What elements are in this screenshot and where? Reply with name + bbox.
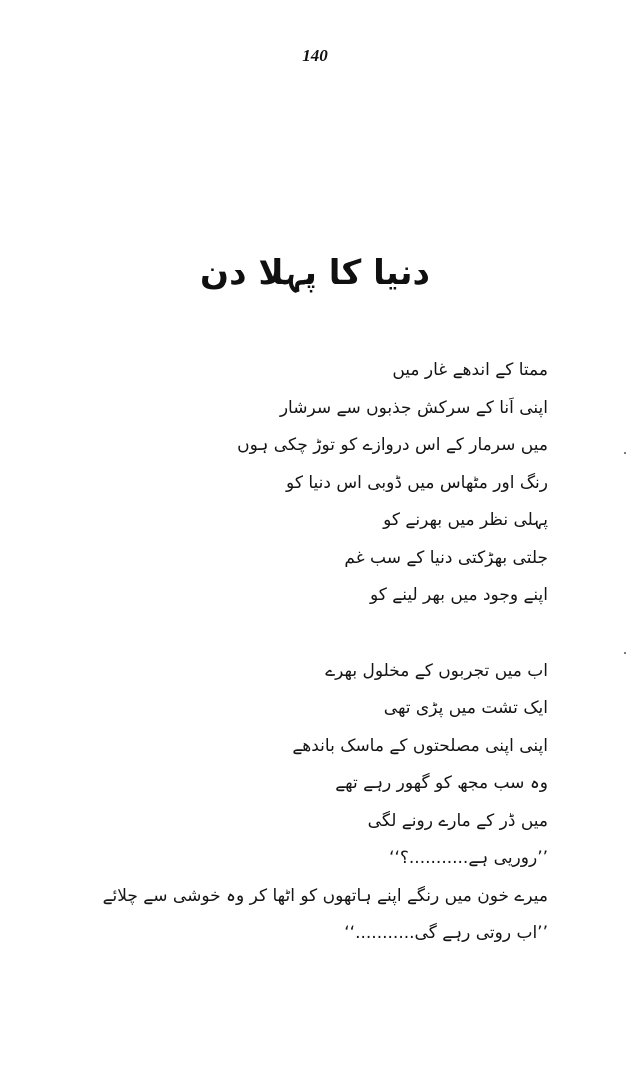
stanza-2 bbox=[102, 653, 548, 953]
poem-line: اپنے وجود میں بھر لینے کو bbox=[369, 585, 548, 605]
poem-line: ’’روریی ہے...........؟‘‘ bbox=[389, 848, 548, 868]
poem-line: ممتا کے اندھے غار میں bbox=[392, 360, 548, 380]
poem-line: ’’اب روتی رہے گی...........‘‘ bbox=[344, 923, 548, 943]
stanza-1 bbox=[108, 352, 548, 615]
scan-speck bbox=[624, 652, 626, 654]
scan-speck bbox=[624, 452, 626, 454]
page-number: 140 bbox=[302, 46, 328, 65]
poem-line: جلتی بھڑکتی دنیا کے سب غم bbox=[344, 547, 548, 568]
poem-line: ایک تشت میں پڑی تھی bbox=[383, 698, 548, 718]
poem-line: اپنی اَنا کے سرکش جذبوں سے سرشار bbox=[279, 397, 548, 418]
poem-body bbox=[102, 352, 548, 953]
poem-line: پہلی نظر میں بھرنے کو bbox=[383, 510, 548, 530]
poem-title: دنیا کا پہلا دن bbox=[200, 253, 430, 293]
poem-line: میں ڈر کے مارے رونے لگی bbox=[367, 810, 548, 831]
poem-line: وہ سب مجھ کو گھور رہے تھے bbox=[335, 773, 548, 793]
poem-line: میں سرمار کے اس دروازے کو توڑ چکی ہوں bbox=[237, 435, 548, 455]
poem-line: میرے خون میں رنگے اپنے ہاتھوں کو اٹھا کر وہ خوشی سے چلائے bbox=[102, 885, 548, 906]
poem-line: اپنی اپنی مصلحتوں کے ماسک باندھے bbox=[292, 735, 548, 756]
poem-line: اب میں تجربوں کے مخلول بھرے bbox=[325, 660, 548, 681]
poem-line: رنگ اور مٹھاس میں ڈوبی اس دنیا کو bbox=[286, 472, 548, 493]
